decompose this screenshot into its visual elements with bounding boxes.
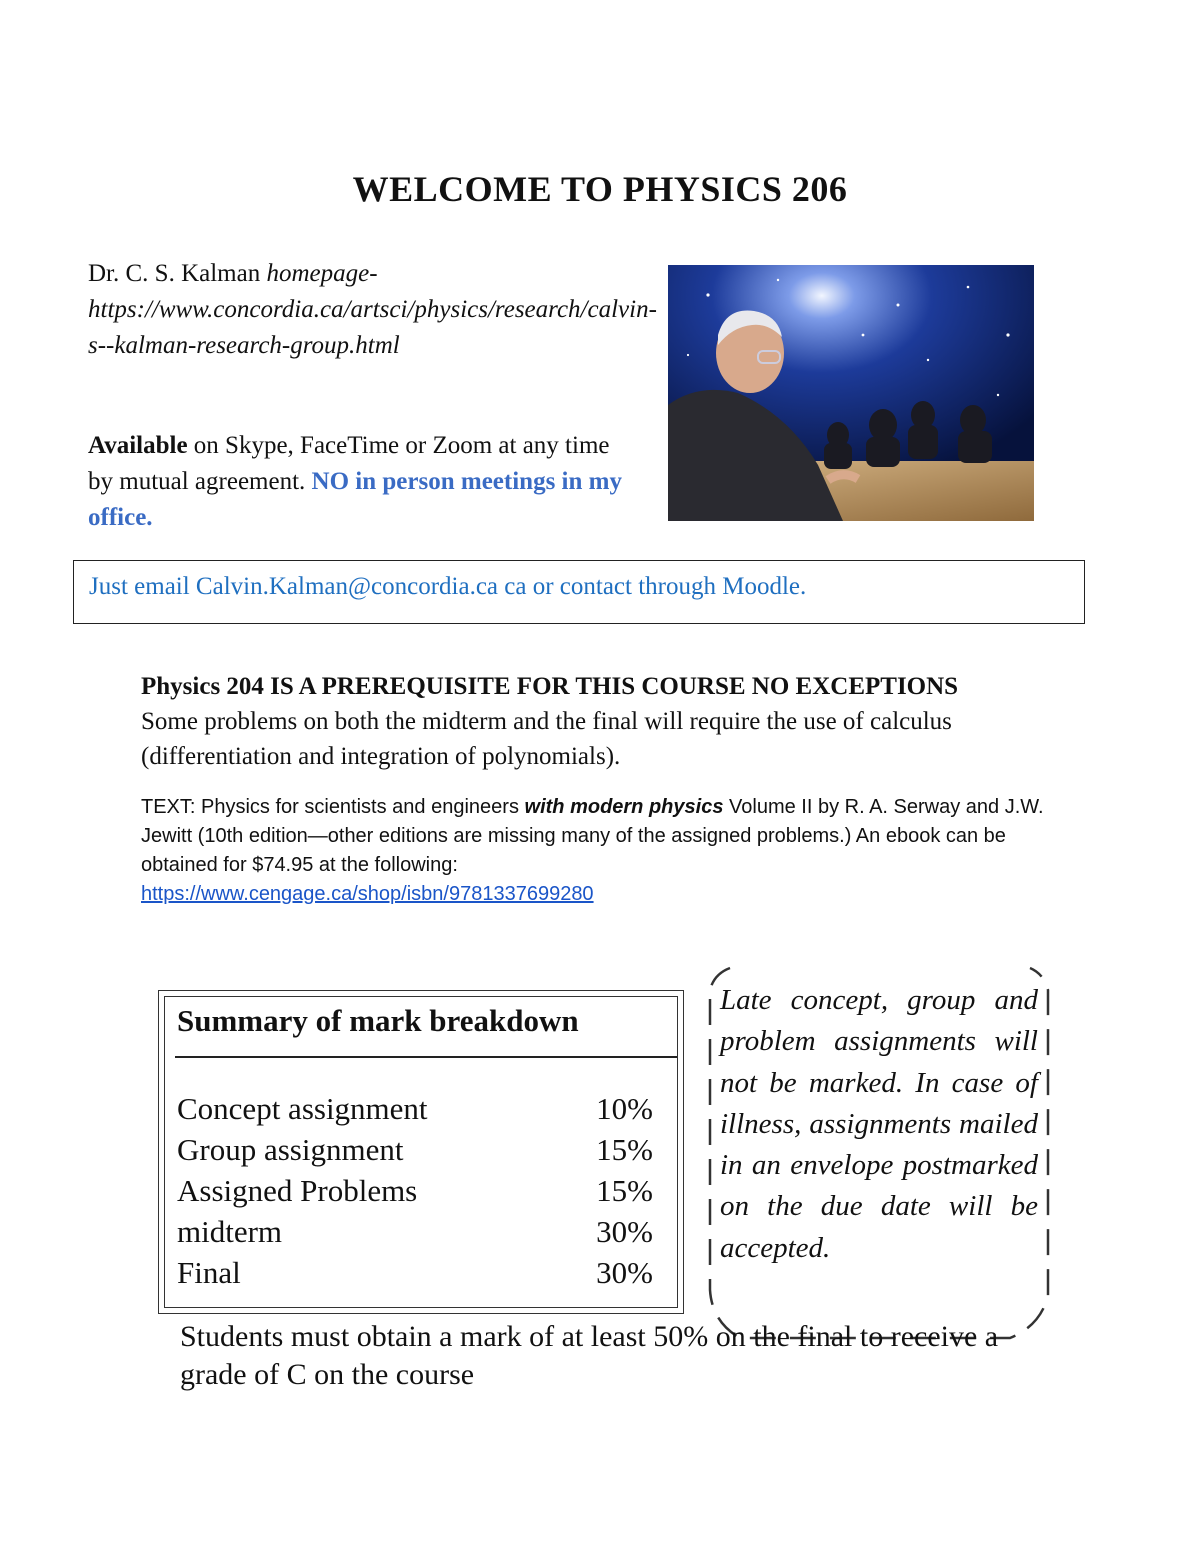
mark-breakdown-table: [158, 990, 684, 1314]
page-title: WELCOME TO PHYSICS 206: [352, 169, 848, 209]
mark-row-label: Group assignment: [177, 1132, 404, 1167]
mark-row: [177, 1129, 653, 1170]
prerequisite-block: [141, 669, 1101, 774]
textbook-block: [141, 793, 1061, 909]
mark-row-value: 10%: [596, 1091, 653, 1126]
mark-row-label: Concept assignment: [177, 1091, 428, 1126]
instructor-name: Dr. C. S. Kalman: [88, 260, 261, 287]
mark-row-value: 15%: [596, 1132, 653, 1167]
prerequisite-text: Some problems on both the midterm and the final will require the use of calculus (differentiation and integration of polynomials).: [141, 708, 952, 770]
heading-divider: [175, 1056, 677, 1058]
email-notice[interactable]: Just email Calvin.Kalman@concordia.ca ca or contact through Moodle.: [89, 573, 807, 600]
mark-row: [177, 1252, 653, 1293]
instructor-block: [88, 256, 657, 364]
homepage-link[interactable]: https://www.concordia.ca/artsci/physics/research/calvin-s--kalman-research-group.html: [88, 296, 657, 359]
mark-row: [177, 1170, 653, 1211]
instructor-photo: [668, 265, 1034, 521]
mark-row-value: 30%: [596, 1255, 653, 1290]
mark-row-value: 15%: [596, 1173, 653, 1208]
availability-highlight: NO in person meetings in my office.: [88, 468, 622, 531]
mark-row-label: Final: [177, 1255, 241, 1290]
availability-block: [88, 428, 628, 536]
homepage-label: homepage-: [266, 260, 378, 287]
textbook-prefix: TEXT: Physics for scientists and engineers: [141, 796, 519, 818]
mark-breakdown-heading: Summary of mark breakdown: [177, 1003, 579, 1038]
prerequisite-heading: Physics 204 IS A PREREQUISITE FOR THIS COURSE NO EXCEPTIONS: [141, 673, 959, 700]
textbook-link[interactable]: https://www.cengage.ca/shop/isbn/9781337699280: [141, 883, 594, 905]
email-notice-box: [73, 560, 1085, 624]
availability-label: Available: [88, 432, 188, 459]
mark-breakdown-inner-frame: [164, 996, 678, 1308]
mark-row-value: 30%: [596, 1214, 653, 1249]
mark-row-label: midterm: [177, 1214, 283, 1249]
availability-text: on Skype, FaceTime or Zoom at any time by mutual agreement.: [88, 432, 610, 495]
late-assignment-note: Late concept, group and problem assignments will not be marked. In case of illness, assignments mailed in an envelope postmarked on the due date will be accepted.: [720, 984, 1038, 1264]
textbook-details: Volume II by R. A. Serway and J.W. Jewitt (10th edition—other editions are missing many of the assigned problems.) An ebook can be obtained for $74.95 at the following:: [141, 796, 1044, 876]
textbook-emphasis: with modern physics: [524, 796, 724, 818]
mark-row: [177, 1211, 653, 1252]
mark-row: [177, 1088, 653, 1129]
final-exam-requirement: Students must obtain a mark of at least 50% on the final to receive a grade of C on the course: [180, 1320, 999, 1391]
mark-row-label: Assigned Problems: [177, 1173, 418, 1208]
